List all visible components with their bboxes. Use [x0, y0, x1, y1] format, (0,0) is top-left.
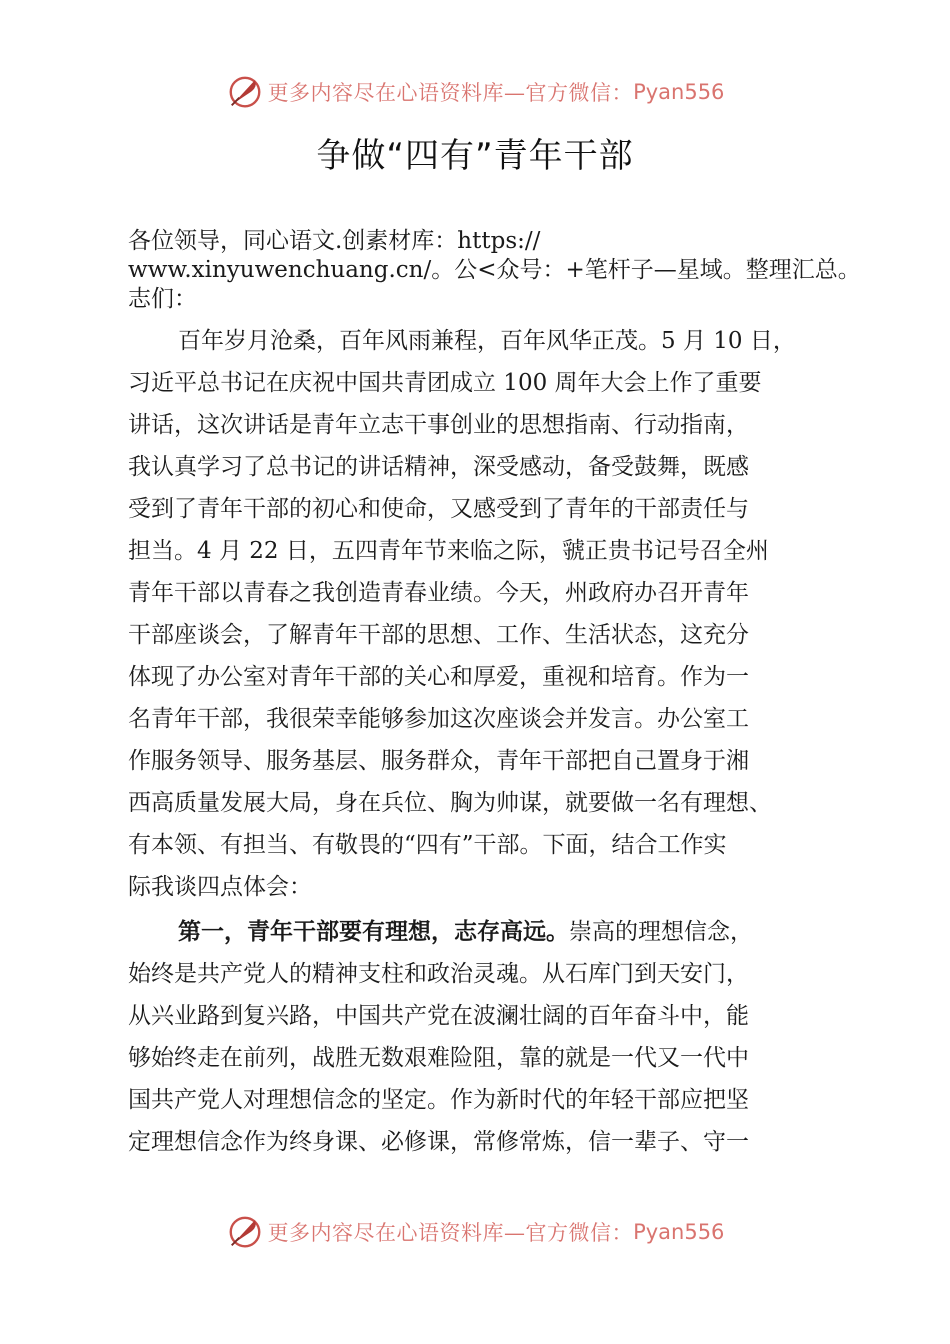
banner-text: 更多内容尽在心语资料库—官方微信： — [267, 1221, 634, 1245]
banner-text: 更多内容尽在心语资料库—官方微信： — [267, 81, 634, 105]
text-line: 体现了办公室对青年干部的关心和厚爱，重视和培育。作为一 — [128, 664, 749, 690]
section-heading: 第一，青年干部要有理想，志存高远。 — [178, 919, 569, 945]
header-banner — [0, 72, 950, 112]
text-line: 定理想信念作为终身课、必修课，常修常炼，信一辈子、守一 — [128, 1129, 749, 1155]
text-line: 我认真学习了总书记的讲话精神，深受感动，备受鼓舞，既感 — [128, 454, 749, 480]
text-line: 始终是共产党人的精神支柱和政治灵魂。从石库门到天安门， — [128, 961, 749, 987]
salutation — [128, 227, 861, 314]
text-line: 干部座谈会，了解青年干部的思想、工作、生活状态，这充分 — [128, 622, 749, 648]
text-line — [128, 911, 828, 953]
text-line: 从兴业路到复兴路，中国共产党在波澜壮阔的百年奋斗中，能 — [128, 1003, 749, 1029]
text-line: 有本领、有担当、有敬畏的“四有”干部。下面，结合工作实 — [128, 832, 727, 858]
text-line: 名青年干部，我很荣幸能够参加这次座谈会并发言。办公室工 — [128, 706, 749, 732]
text-line: 讲话，这次讲话是青年立志干事创业的思想指南、行动指南， — [128, 412, 749, 438]
text-line: 受到了青年干部的初心和使命，又感受到了青年的干部责任与 — [128, 496, 749, 522]
text-line: 西高质量发展大局，身在兵位、胸为帅谋，就要做一名有理想、 — [128, 790, 772, 816]
banner-account: Pyan556 — [633, 80, 725, 104]
text-line: www.xinyuwenchuang.cn/。公<众号：+笔杆子—星域。整理汇总。 — [128, 257, 861, 283]
paragraph-1 — [128, 320, 828, 908]
text-line: 际我谈四点体会： — [128, 874, 312, 900]
paragraph-2 — [128, 911, 828, 1163]
banner-account: Pyan556 — [633, 1220, 725, 1244]
text-span: 崇高的理想信念， — [569, 919, 753, 945]
text-line: 国共产党人对理想信念的坚定。作为新时代的年轻干部应把坚 — [128, 1087, 749, 1113]
text-line: 青年干部以青春之我创造青春业绩。今天，州政府办召开青年 — [128, 580, 749, 606]
pen-feather-logo-icon — [226, 73, 264, 111]
page-title: 争做“四有”青年干部 — [316, 136, 634, 176]
text-line: 担当。4 月 22 日，五四青年节来临之际，虢正贵书记号召全州 — [128, 538, 769, 564]
text-line: 各位领导，同心语文.创素材库：https:// — [128, 228, 541, 254]
text-line: 作服务领导、服务基层、服务群众，青年干部把自己置身于湘 — [128, 748, 749, 774]
text-line: 习近平总书记在庆祝中国共青团成立 100 周年大会上作了重要 — [128, 370, 762, 396]
text-line: 百年岁月沧桑，百年风雨兼程，百年风华正茂。5 月 10 日， — [178, 328, 796, 354]
text-line: 够始终走在前列，战胜无数艰难险阻，靠的就是一代又一代中 — [128, 1045, 749, 1071]
footer-banner — [0, 1212, 950, 1252]
text-line: 志们： — [128, 286, 197, 312]
pen-feather-logo-icon — [226, 1213, 264, 1251]
